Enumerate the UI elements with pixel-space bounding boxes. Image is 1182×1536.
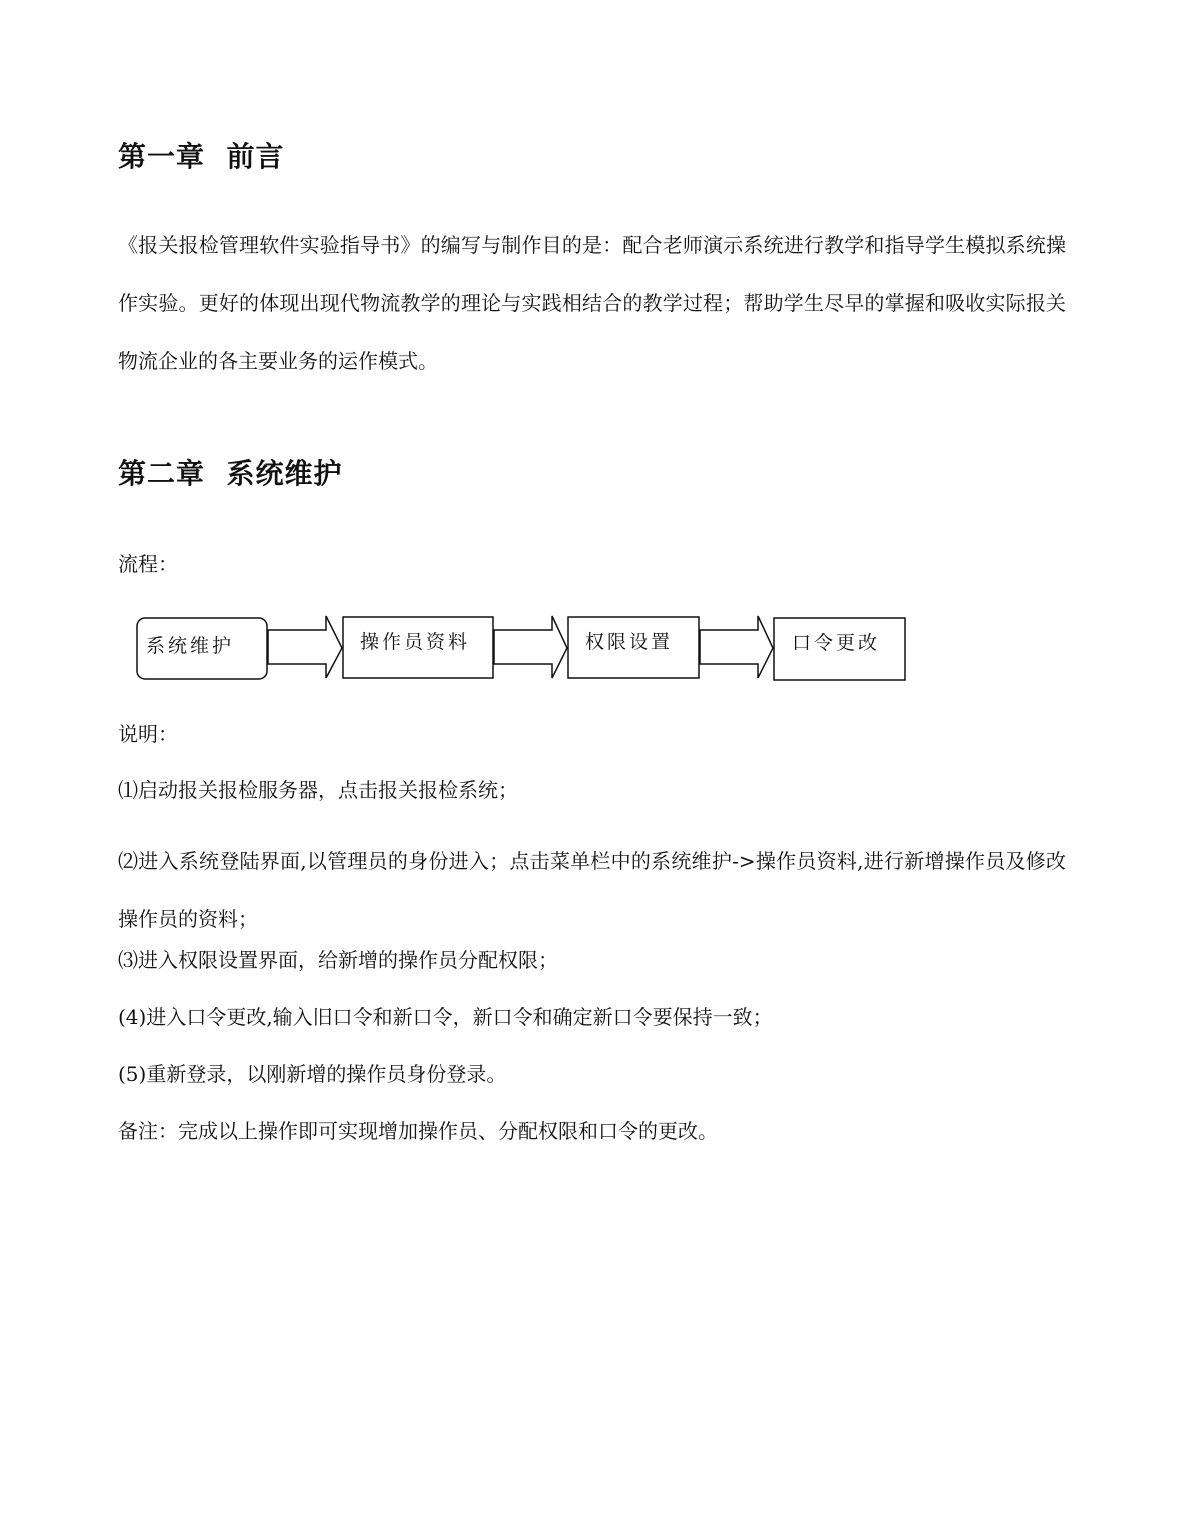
- step-item: ⑶进入权限设置界面，给新增的操作员分配权限；: [118, 948, 558, 972]
- flow-arrow: [268, 616, 342, 678]
- step-item: (5)重新登录，以刚新增的操作员身份登录。: [118, 1062, 507, 1086]
- step-item: ⑴启动报关报检服务器，点击报关报检系统；: [118, 778, 518, 802]
- chapter2-title: 第二章 系统维护: [118, 457, 343, 490]
- flow-arrow: [700, 616, 773, 678]
- flow-label: 流程：: [118, 552, 178, 576]
- flow-box-label: 权限设置: [585, 631, 674, 653]
- step-item: ⑵进入系统登陆界面,以管理员的身份进入；点击菜单栏中的系统维护->操作员资料,进行新增操作员及修改操作员的资料；: [118, 849, 1066, 931]
- note-label: 说明：: [118, 722, 178, 746]
- step-item: (4)进入口令更改,输入旧口令和新口令，新口令和确定新口令要保持一致；: [118, 1005, 773, 1029]
- flow-arrow: [494, 616, 567, 678]
- flow-box-label: 口令更改: [792, 632, 881, 654]
- chapter1-title: 第一章 前言: [118, 140, 285, 173]
- chapter1-paragraph: 《报关报检管理软件实验指导书》的编写与制作目的是：配合老师演示系统进行教学和指导学生模拟系统操作实验。更好的体现出现代物流教学的理论与实践相结合的教学过程；帮助学生尽早的掌握和吸收实际报关物流企业的各主要业务的运作模式。: [118, 233, 1066, 373]
- flow-box-label: 操作员资料: [360, 631, 471, 653]
- flowchart: [130, 608, 920, 690]
- flow-box-label: 系统维护: [146, 635, 235, 657]
- remark: 备注：完成以上操作即可实现增加操作员、分配权限和口令的更改。: [118, 1119, 718, 1143]
